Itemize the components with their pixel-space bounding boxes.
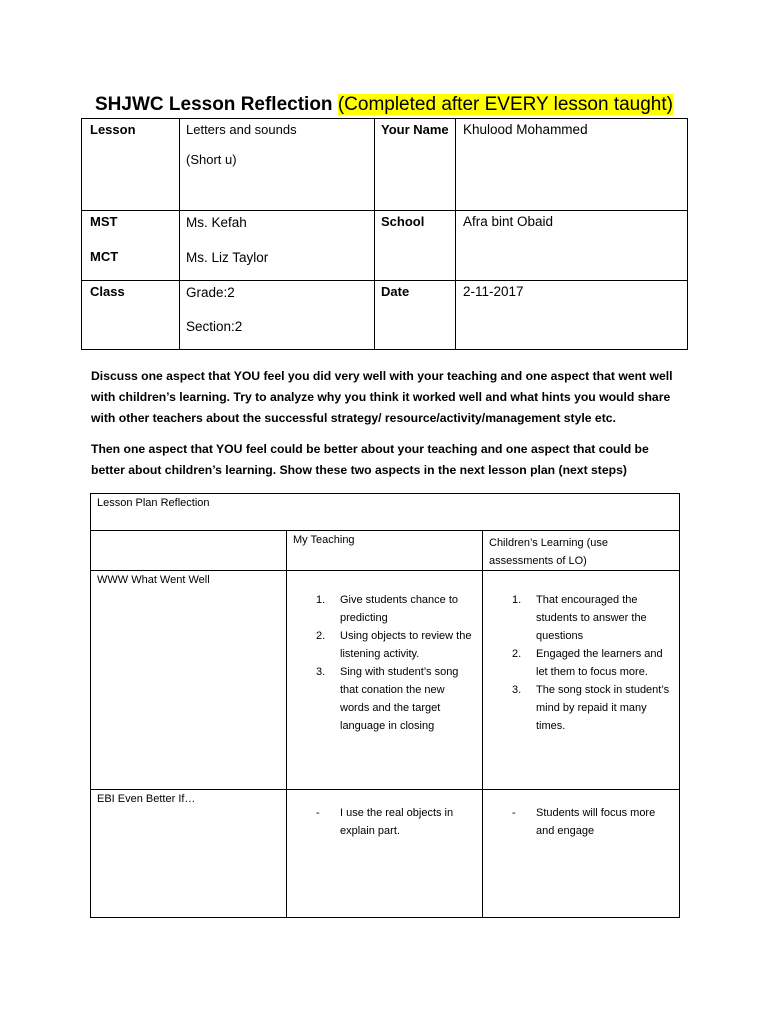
list-item: Engaged the learners and let them to focus more.	[536, 648, 663, 678]
school-value: Afra bint Obaid	[456, 211, 688, 281]
col-childrens-learning: Children’s Learning (use assessments of LO)	[483, 531, 680, 571]
www-teaching-list	[293, 591, 476, 735]
lesson-label: Lesson	[82, 119, 180, 211]
table-row	[82, 281, 688, 350]
lesson-plan-reflection-table	[90, 493, 680, 918]
lesson-line1: Letters and sounds	[186, 122, 297, 137]
lesson-value	[180, 119, 375, 211]
ebi-learning-list	[489, 804, 673, 840]
www-label: WWW What Went Well	[91, 571, 287, 790]
list-item: - I use the real objects in explain part.	[340, 804, 476, 840]
school-label: School	[375, 211, 456, 281]
list-item: That encouraged the students to answer the questions	[536, 594, 647, 642]
instructions-paragraph-1: Discuss one aspect that YOU feel you did very well with your teaching and one aspect that went well with children’s learning. Try to analyze why you think it worked well and what hints you would share with other teachers about the successful strategy/ resource/activity/management style etc.	[91, 369, 673, 425]
mst-label: MST	[90, 214, 118, 229]
mst-value: Ms. Kefah	[186, 215, 247, 230]
www-learning-list	[489, 591, 673, 735]
table-row	[91, 494, 680, 531]
ebi-label: EBI Even Better If…	[91, 790, 287, 918]
title-main: SHJWC Lesson Reflection	[95, 94, 333, 115]
class-value	[180, 281, 375, 350]
title-highlight: (Completed after EVERY lesson taught)	[337, 94, 673, 115]
list-item: The song stock in student’s mind by repaid it many times.	[536, 684, 670, 732]
name-value: Khulood Mohammed	[456, 119, 688, 211]
empty-cell	[91, 531, 287, 571]
table-row	[91, 571, 680, 790]
table-row	[91, 531, 680, 571]
col-my-teaching: My Teaching	[287, 531, 483, 571]
mct-value: Ms. Liz Taylor	[186, 250, 269, 265]
list-item: - Students will focus more and engage	[536, 804, 673, 840]
instructions-paragraph-2: Then one aspect that YOU feel could be better about your teaching and one aspect that could be better about children’s learning. Show these two aspects in the next lesson plan (next steps)	[91, 442, 649, 477]
mct-label: MCT	[90, 249, 119, 264]
page-title	[0, 93, 768, 117]
date-label: Date	[375, 281, 456, 350]
date-value: 2-11-2017	[456, 281, 688, 350]
list-item: Give students chance to predicting	[340, 594, 459, 624]
www-learning-cell	[483, 571, 680, 790]
class-label: Class	[82, 281, 180, 350]
table-row	[91, 790, 680, 918]
ebi-learning-cell	[483, 790, 680, 918]
table-row	[82, 211, 688, 281]
grade-value: Grade:2	[186, 285, 235, 300]
lesson-info-table	[81, 118, 688, 350]
list-item: Sing with student’s song that conation the new words and the target language in closing	[340, 666, 459, 732]
table-row	[82, 119, 688, 211]
name-label: Your Name	[375, 119, 456, 211]
ebi-teaching-list	[293, 804, 476, 840]
ebi-teaching-cell	[287, 790, 483, 918]
list-item: Using objects to review the listening activity.	[340, 630, 472, 660]
lesson-line2: (Short u)	[186, 152, 237, 167]
mst-mct-labels	[82, 211, 180, 281]
reflection-header: Lesson Plan Reflection	[91, 494, 680, 531]
section-value: Section:2	[186, 319, 243, 334]
www-teaching-cell	[287, 571, 483, 790]
mst-mct-values	[180, 211, 375, 281]
